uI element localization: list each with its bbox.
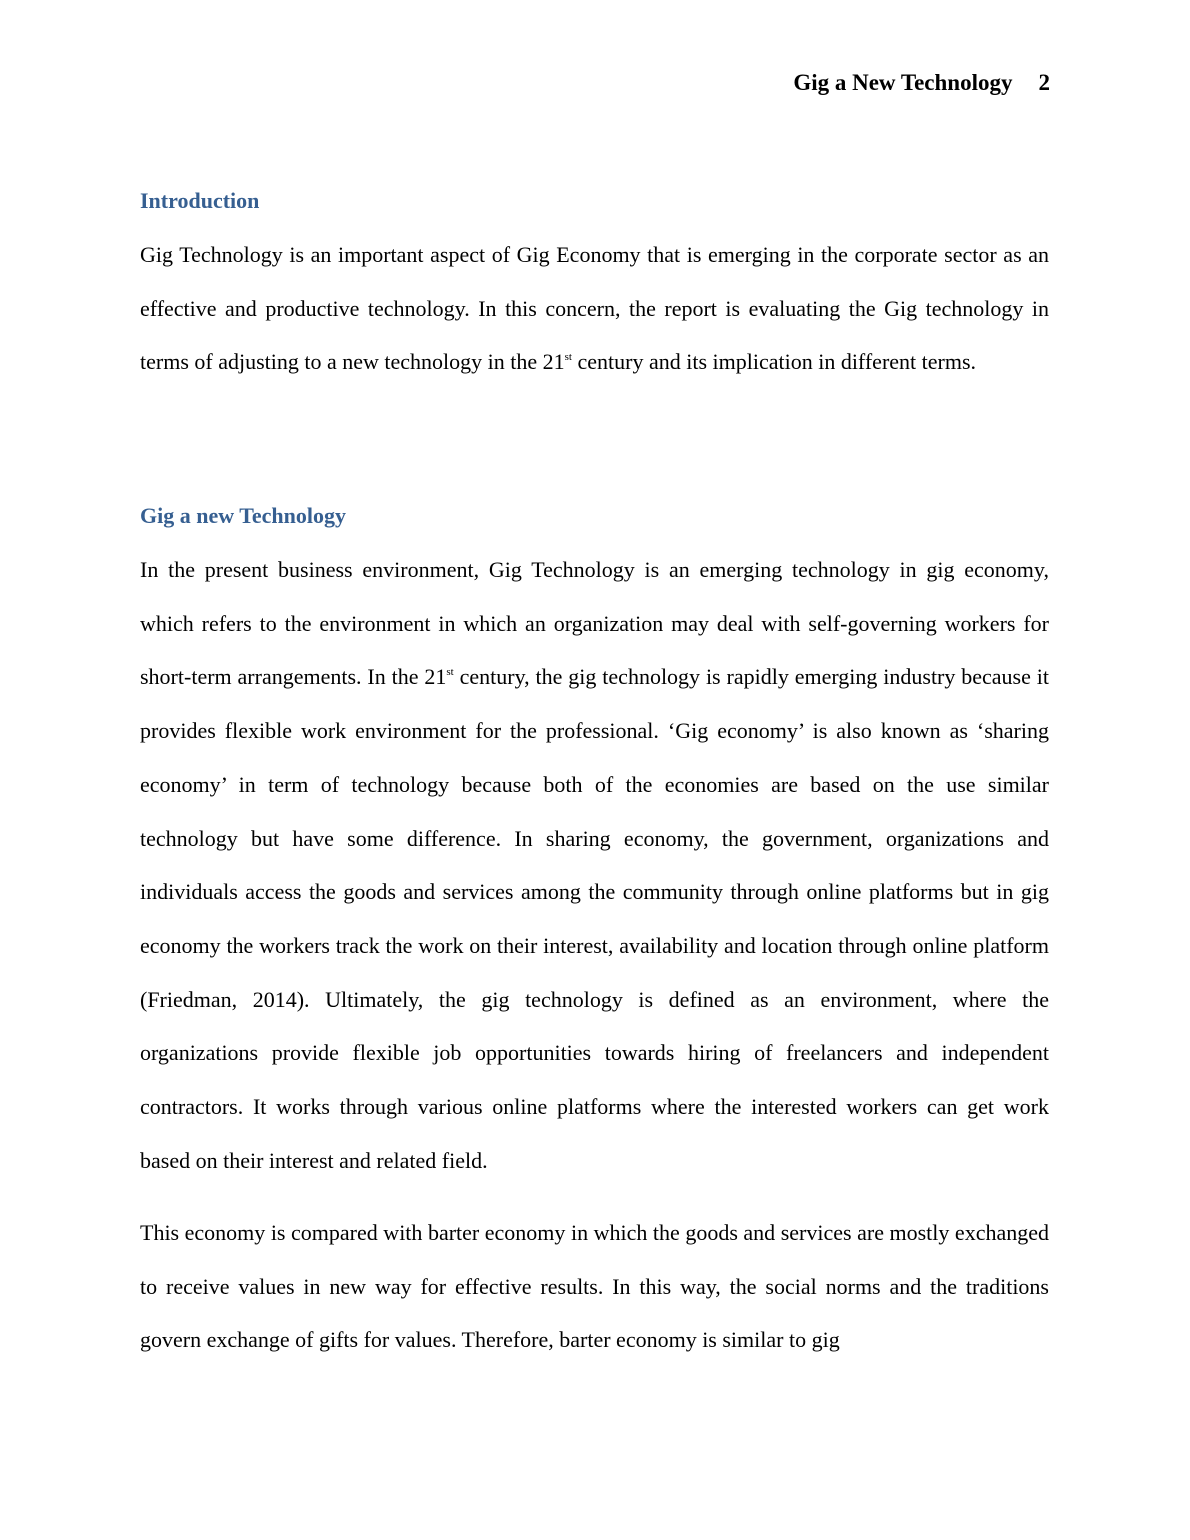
introduction-text-a: Gig Technology is an important aspect of Gig Economy that is emerging in the corporate sector as an effective and productive technology. In this concern, the report is evaluating the Gig technology in terms of adjusting to a new technology in the 21 — [140, 242, 1049, 375]
gig-technology-paragraph-2: This economy is compared with barter economy in which the goods and services are mostly exchanged to receive values in new way for effective results. In this way, the social norms and the traditions govern exchange of gifts for values. Therefore, barter economy is similar to gig — [140, 1220, 1049, 1353]
introduction-heading: Introduction — [140, 188, 260, 213]
gig-new-technology-heading: Gig a new Technology — [140, 503, 346, 528]
running-header — [793, 68, 1050, 98]
paragraph-1-text-b: century, the gig technology is rapidly emerging industry because it provides flexible work environment for the professional. ‘Gig economy’ is also known as ‘sharing economy’ in term of technology because both of the economies are based on the use similar technology but have some difference. In sharing economy, the government, organizations and individuals access the goods and services among the community through online platforms but in gig economy the workers track the work on their interest, availability and location through online platform (Friedman, 2014). Ultimately, the gig technology is defined as an environment, where the organizations provide flexible job opportunities towards hiring of freelancers and independent contractors. It works through various online platforms where the interested workers can get work based on their interest and related field. — [140, 664, 1049, 1173]
gig-technology-paragraph-1 — [140, 543, 1049, 1187]
ordinal-suffix: st — [564, 351, 572, 364]
introduction-text-b: century and its implication in different terms. — [571, 349, 977, 375]
page-number: 2 — [1038, 70, 1050, 95]
introduction-paragraph — [140, 228, 1049, 389]
ordinal-suffix: st — [446, 666, 454, 679]
paragraph-1-text-a: In the present business environment, Gig Technology is an emerging technology in gig economy, which refers to the environment in which an organization may deal with self-governing workers for short-term arrangements. In the 21 — [140, 557, 1049, 690]
running-title: Gig a New Technology — [793, 70, 1013, 95]
